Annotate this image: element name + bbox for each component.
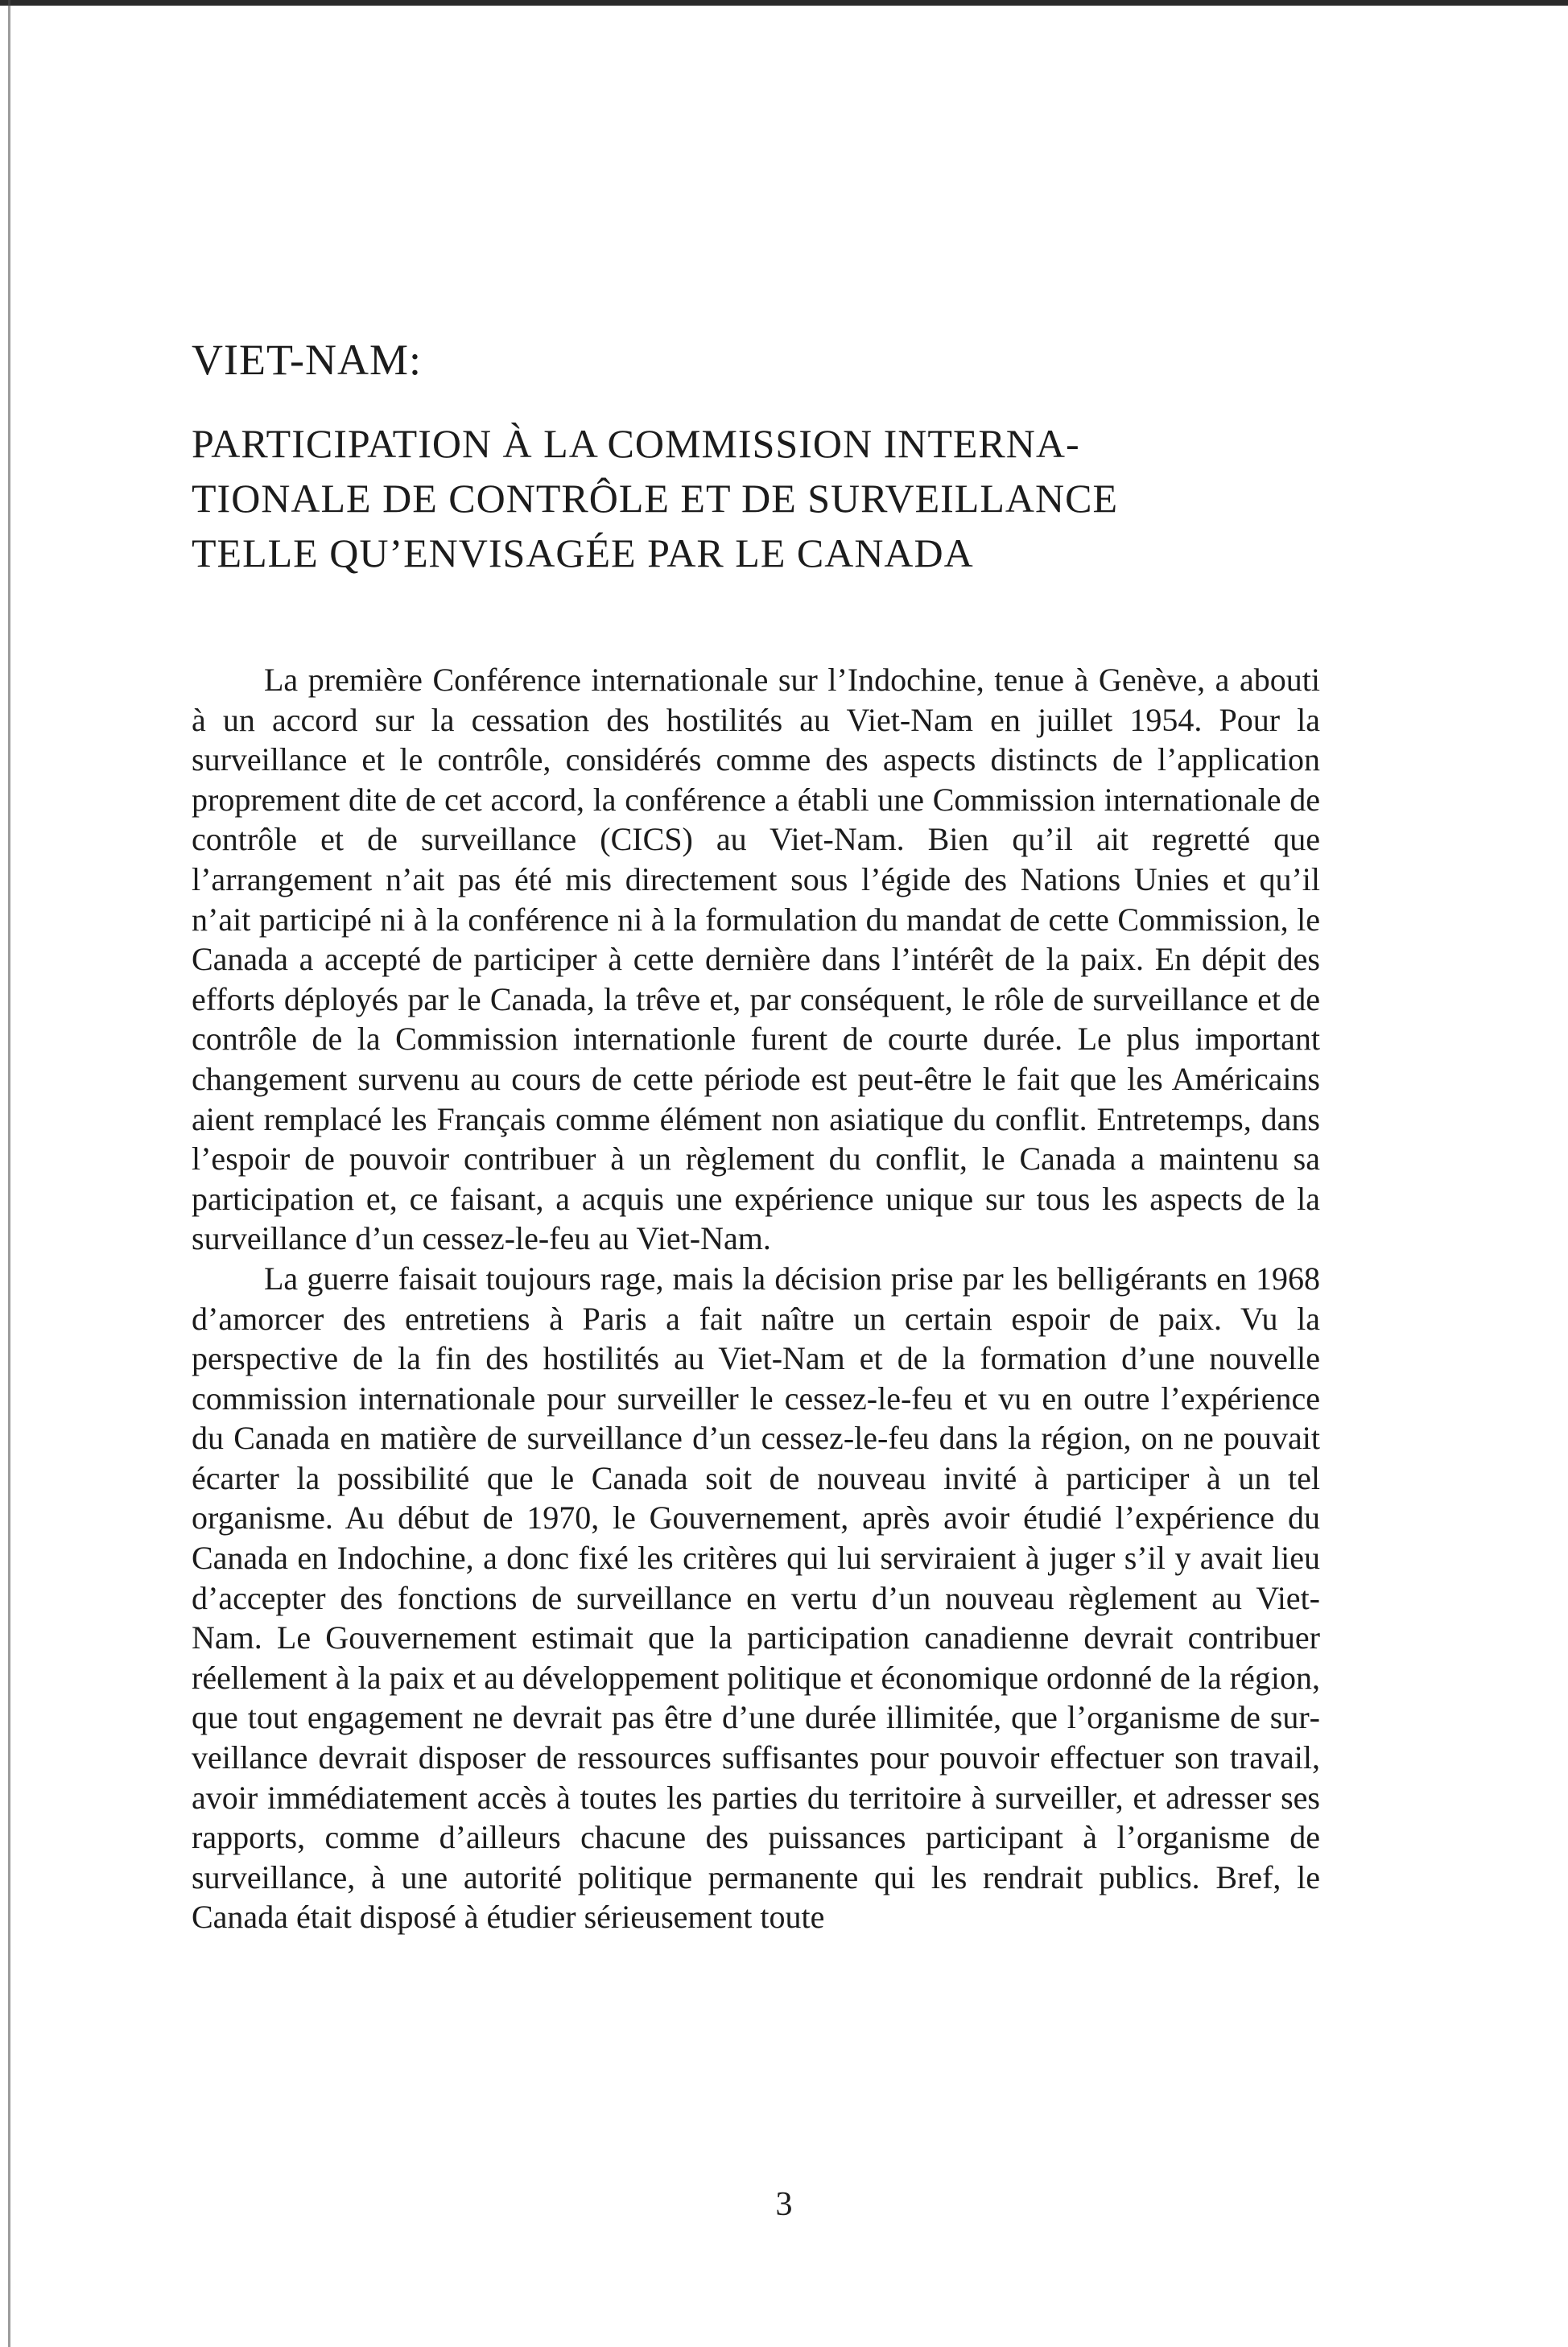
chapter-title: [192, 416, 1318, 580]
chapter-title-line-3: TELLE QU’ENVISAGÉE PAR LE CANADA: [192, 530, 974, 576]
page-number: 3: [775, 2186, 793, 2223]
chapter-title-line-2: TIONALE DE CONTRÔLE ET DE SURVEILLANCE: [192, 476, 1118, 522]
chapter-title-line-1: PARTICIPATION À LA COMMISSION INTERNA-: [192, 421, 1080, 467]
paragraph-1: La première Conférence internationale sur l’Indochine, tenue à Genève, a abouti à un accord sur la cessation des hostilités au Viet-Nam en juillet 1954. Pour la surveillance et le contrôle, considérés comme des aspects distincts de l’application proprement dite de cet accord, la conférence a établi une Commission internationale de contrôle et de surveillance (CICS) au Viet-Nam. Bien qu’il ait regretté que l’arrangement n’ait pas été mis directement sous l’égide des Nations Unies et qu’il n’ait participé ni à la conférence ni à la formulation du mandat de cette Commission, le Canada a accepté de participer à cette dernière dans l’intérêt de la paix. En dépit des efforts déployés par le Canada, la trêve et, par conséquent, le rôle de surveillance et de contrôle de la Commission internationle furent de courte durée. Le plus important changement survenu au cours de cette période est peut-être le fait que les Américains aient remplacé les Français comme élément non asiatique du conflit. Entretemps, dans l’espoir de pouvoir contribuer à un règlement du conflit, le Canada a maintenu sa participation et, ce faisant, a acquis une expérience unique sur tous les aspects de la surveillance d’un cessez-le-feu au Viet-Nam.: [192, 662, 1320, 1257]
scan-left-edge: [8, 0, 10, 2347]
chapter-heading: [192, 336, 1318, 580]
body-text: [192, 660, 1320, 1937]
chapter-country: VIET-NAM:: [192, 336, 422, 384]
scan-top-edge: [0, 0, 1568, 6]
paragraph-2: La guerre faisait toujours rage, mais la décision prise par les belligérants en 1968 d’amorcer des entretiens à Paris a fait naître un certain espoir de paix. Vu la perspective de la fin des hostilités au Viet-Nam et de la formation d’une nouvelle commission internationale pour surveiller le cessez-le-feu et vu en outre l’expérience du Canada en matière de surveillance d’un cessez-le-feu dans la région, on ne pouvait écarter la possibilité que le Canada soit de nouveau invité à participer à un tel organisme. Au début de 1970, le Gouvernement, après avoir étudié l’expérience du Canada en Indochine, a donc fixé les critères qui lui serviraient à juger s’il y avait lieu d’accepter des fonctions de surveillance en vertu d’un nouveau règlement au Viet-Nam. Le Gouvernement estimait que la participation canadienne devrait contribuer réellement à la paix et au développement politique et économique ordonné de la région, que tout engagement ne devrait pas être d’une durée illimitée, que l’organisme de surveillance devrait disposer de ressources suffisantes pour pouvoir effectuer son travail, avoir immédiatement accès à toutes les parties du territoire à surveiller, et adresser ses rapports, comme d’ailleurs chacune des puissances participant à l’organisme de surveillance, à une autorité politique permanente qui les rendrait publics. Bref, le Canada était disposé à étudier sérieusement toute: [192, 1260, 1320, 1936]
